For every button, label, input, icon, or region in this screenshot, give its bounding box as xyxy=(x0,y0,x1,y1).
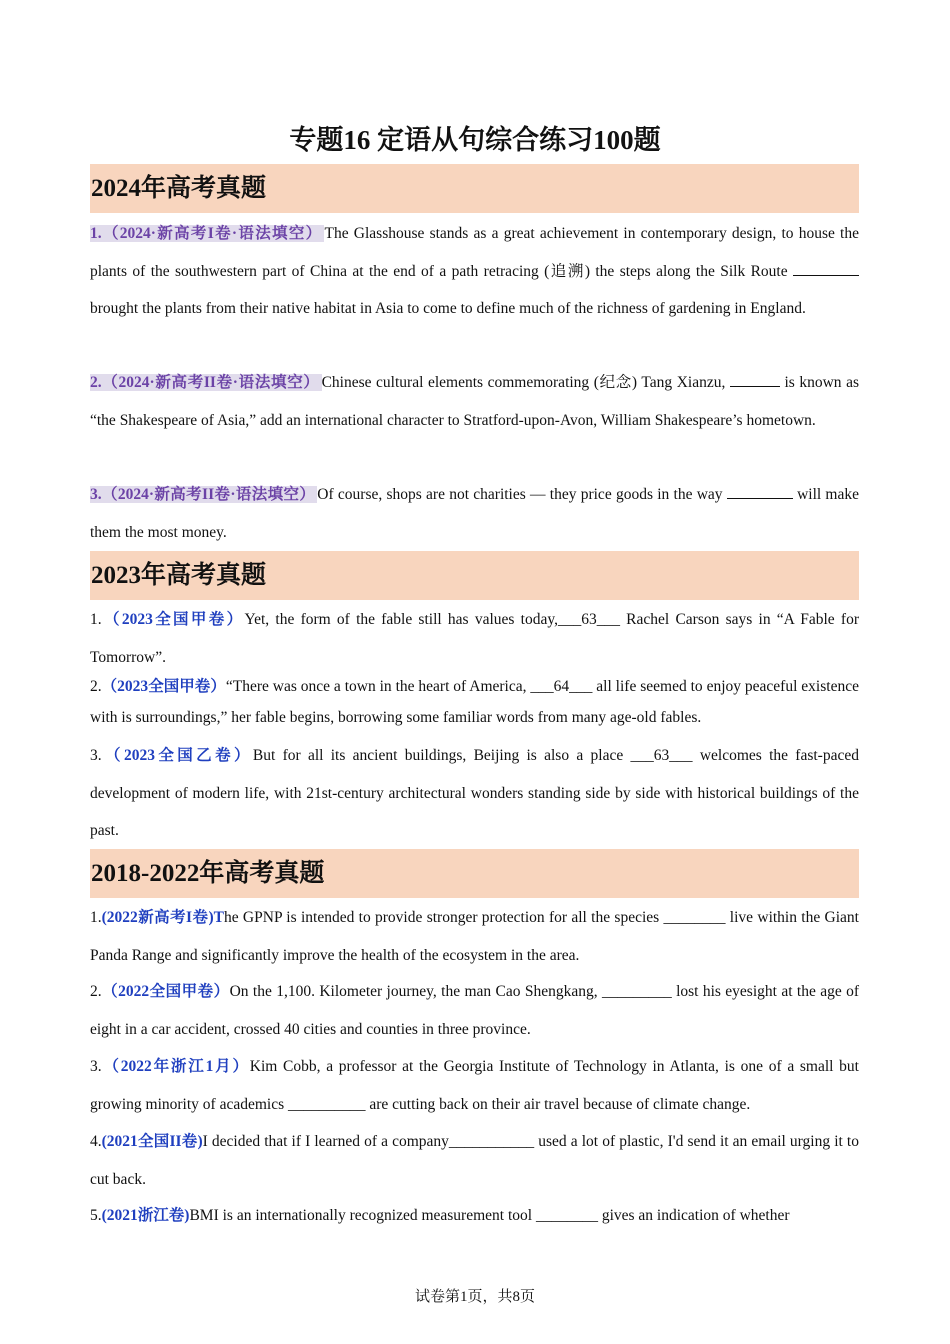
section-heading-2018-2022: 2018-2022年高考真题 xyxy=(90,849,859,898)
question-2024-1: 1.（2024·新高考I卷·语法填空） The Glasshouse stands as a great achievement in contemporary design, to house the plants of the southwestern part of China at the end of a path retracing (追溯) the steps along the Silk Route brought the plants from their native habitat in Asia to come to define much of the richness of gardening in England. xyxy=(90,225,859,317)
question-source: 2.（2024·新高考II卷·语法填空） xyxy=(90,374,320,391)
answer-blank[interactable] xyxy=(727,480,793,499)
answer-blank[interactable]: ___63___ xyxy=(557,611,620,628)
answer-blank[interactable] xyxy=(730,368,780,387)
question-2024-2: 2.（2024·新高考II卷·语法填空） Chinese cultural elements commemorating (纪念) Tang Xianzu, is known as “the Shakespeare of Asia,” add an international character to Stratford-upon-Avon, William Shakespeare’s hometown. xyxy=(90,364,859,439)
page-title: 专题16 定语从句综合练习100题 xyxy=(289,125,661,155)
question-source: (2021全国II卷) xyxy=(101,1133,203,1150)
question-source: 1.（2024·新高考I卷·语法填空） xyxy=(90,225,323,242)
question-source: (2021浙江卷) xyxy=(101,1207,190,1224)
question-2023-1: 1.（2023全国甲卷）Yet, the form of the fable still has values today,___63___ Rachel Carson says in “A Fable for Tomorrow”. xyxy=(90,611,859,666)
question-2021-4: 4.(2021全国II卷)I decided that if I learned of a company___________ used a lot of plastic, I'd send it an email urging it to cut back. xyxy=(90,1133,859,1188)
question-2022-1: 1.(2022新高考I卷)The GPNP is intended to provide stronger protection for all the species ________ live within the Giant Panda Range and significantly improve the health of the ecosystem in the area. xyxy=(90,909,859,964)
question-source: （2022全国甲卷） xyxy=(101,983,230,1000)
question-source: （2023全国甲卷） xyxy=(101,678,226,695)
question-source: （2023全国甲卷） xyxy=(101,611,245,628)
page-footer: 试卷第1页，共8页 xyxy=(414,1289,535,1305)
question-source: (2022新高考I卷)T xyxy=(101,909,224,926)
question-source: 3.（2024·新高考II卷·语法填空） xyxy=(90,486,316,503)
question-source: （2023全国乙卷） xyxy=(101,747,253,764)
question-2021-5: 5.(2021浙江卷)BMI is an internationally recognized measurement tool ________ gives an indication of whether xyxy=(90,1207,790,1224)
section-heading-2023: 2023年高考真题 xyxy=(90,551,859,600)
question-2022-3: 3.（2022年浙江1月）Kim Cobb, a professor at the Georgia Institute of Technology in Atlanta, is one of a small but growing minority of academics __________ are cutting back on their air travel because of climate change. xyxy=(90,1058,859,1113)
question-2024-3: 3.（2024·新高考II卷·语法填空） Of course, shops are not charities — they price goods in the way will make them the most money. xyxy=(90,476,859,551)
section-heading-2024: 2024年高考真题 xyxy=(90,164,859,213)
question-2023-3: 3.（2023全国乙卷）But for all its ancient buildings, Beijing is also a place ___63___ welcomes the fast-paced development of modern life, with 21st-century architectural wonders standing side by side with historical buildings of the past. xyxy=(90,747,859,839)
question-2023-2: 2.（2023全国甲卷）“There was once a town in the heart of America, ___64___ all life seemed to enjoy peaceful existence with is surroundings,” her fable begins, borrowing some familiar words from many age-old fables. xyxy=(90,678,859,726)
answer-blank[interactable] xyxy=(793,257,859,276)
question-2022-2: 2.（2022全国甲卷）On the 1,100. Kilometer journey, the man Cao Shengkang, _________ lost his eyesight at the age of eight in a car accident, crossed 40 cities and counties in three province. xyxy=(90,983,859,1038)
answer-blank[interactable]: ___63___ xyxy=(630,747,693,764)
question-source: （2022年浙江1月） xyxy=(101,1058,250,1075)
answer-blank[interactable]: ___64___ xyxy=(530,678,593,695)
